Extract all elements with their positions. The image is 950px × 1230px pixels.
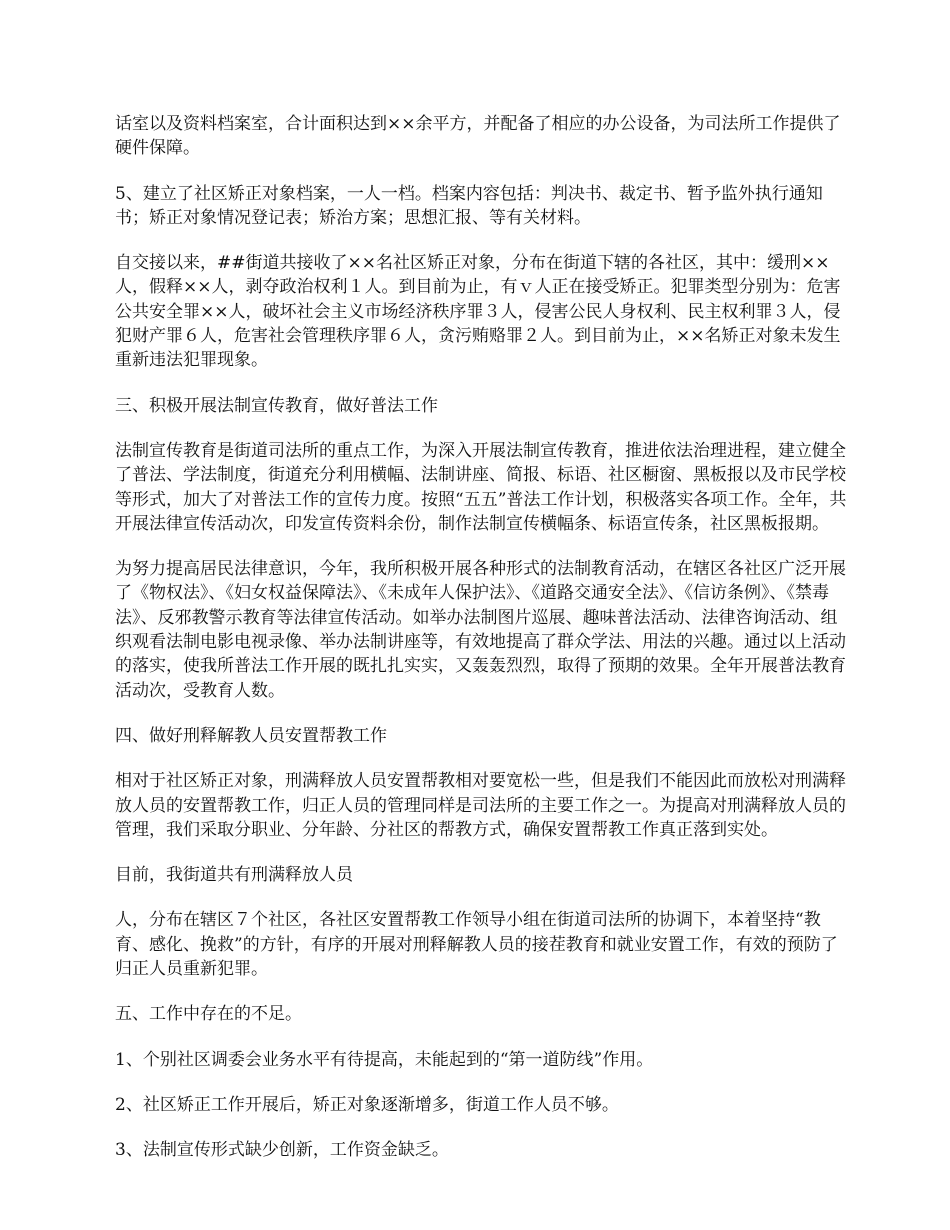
list-item-shortcoming-2: 2、社区矫正工作开展后，矫正对象逐渐增多，街道工作人员不够。 <box>115 1094 619 1115</box>
paragraph-resettlement-work: 相对于社区矫正对象，刑满释放人员安置帮教相对要宽松一些，但是我们不能因此而放松对刑满释放人员的安置帮教工作，归正人员的管理同样是司法所的主要工作之一。为提高对刑满释放人员的管理，我们采取分职业、分年龄、分社区的帮教方式，确保安置帮教工作真正落到实处。 <box>115 771 846 840</box>
paragraph-released-distribution: 人，分布在辖区７个社区，各社区安置帮教工作领导小组在街道司法所的协调下，本着坚持“教育、感化、挽救”的方针，有序的开展对刑释解教人员的接茬教育和就业安置工作，有效的预防了归正人员重新犯罪。 <box>115 910 838 980</box>
paragraph-correction-statistics: 自交接以来，##街道共接收了××名社区矫正对象，分布在街道下辖的各社区，其中：缓刑××人，假释××人，剥夺政治权利１人。到目前为止，有ｖ人正在接受矫正。犯罪类型分别为：危害公共安全罪××人，破坏社会主义市场经济秩序罪３人，侵害公民人身权利、民主权利罪３人，侵犯财产罪６人，危害社会管理秩序罪６人，贪污贿赂罪２人。到目前为止，××名矫正对象未发生重新违法犯罪现象。 <box>115 253 841 371</box>
document-body <box>115 112 850 1184</box>
paragraph-released-count: 目前，我街道共有刑满释放人员 <box>115 865 353 886</box>
section-heading-shortcomings: 五、工作中存在的不足。 <box>115 1004 302 1025</box>
section-heading-legal-publicity: 三、积极开展法制宣传教育，做好普法工作 <box>115 395 438 416</box>
paragraph-legal-education-activities: 为努力提高居民法律意识，今年，我所积极开展各种形式的法制教育活动，在辖区各社区广泛开展了《物权法》、《妇女权益保障法》、《未成年人保护法》、《道路交通安全法》、《信访条例》、《禁毒法》、反邪教警示教育等法律宣传活动。如举办法制图片巡展、趣味普法活动、法律咨询活动、组织观看法制电影电视录像、举办法制讲座等，有效地提高了群众学法、用法的兴趣。通过以上活动的落实，使我所普法工作开展的既扎扎实实，又轰轰烈烈，取得了预期的效果。全年开展普法教育活动次，受教育人数。 <box>115 559 846 701</box>
section-heading-resettlement: 四、做好刑释解教人员安置帮教工作 <box>115 725 387 746</box>
paragraph-legal-publicity: 法制宣传教育是街道司法所的重点工作，为深入开展法制宣传教育，推进依法治理进程，建立健全了普法、学法制度，街道充分利用横幅、法制讲座、简报、标语、社区橱窗、黑板报以及市民学校等形式，加大了对普法工作的宣传力度。按照“五五”普法工作计划，积极落实各项工作。全年，共开展法律宣传活动次，印发宣传资料余份，制作法制宣传横幅条、标语宣传条，社区黑板报期。 <box>115 440 847 534</box>
list-item-shortcoming-1: 1、个别社区调委会业务水平有待提高，未能起到的“第一道防线”作用。 <box>115 1049 654 1070</box>
list-item-shortcoming-3: 3、法制宣传形式缺少创新，工作资金缺乏。 <box>115 1140 449 1161</box>
paragraph-correction-archives: 5、建立了社区矫正对象档案，一人一档。档案内容包括：判决书、裁定书、暂予监外执行通知书；矫正对象情况登记表；矫治方案；思想汇报、等有关材料。 <box>115 183 823 228</box>
paragraph-office-facilities: 话室以及资料档案室，合计面积达到××余平方，并配备了相应的办公设备，为司法所工作提供了硬件保障。 <box>115 114 841 159</box>
